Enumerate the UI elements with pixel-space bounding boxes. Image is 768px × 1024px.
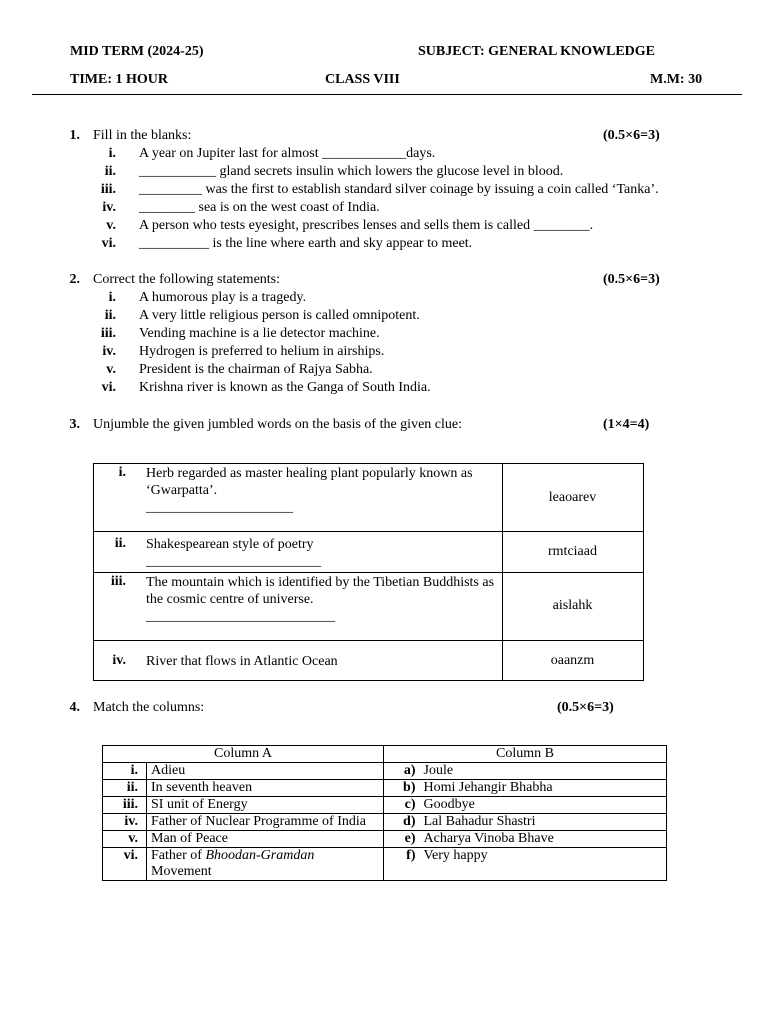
column-a-item: SI unit of Energy — [147, 797, 384, 814]
class-label: CLASS VIII — [325, 72, 400, 87]
question-title: Match the columns: — [93, 700, 205, 715]
option-letter: e) — [384, 831, 420, 848]
column-b-header: Column B — [384, 746, 667, 763]
header-divider — [32, 94, 742, 95]
item-text: A person who tests eyesight, prescribes lenses and sells them is called ________. — [139, 218, 594, 233]
item-number: i. — [108, 146, 116, 161]
item-text: Vending machine is a lie detector machine. — [139, 326, 380, 341]
table-row — [94, 573, 643, 641]
table-row — [103, 797, 667, 814]
column-b-item: Lal Bahadur Shastri — [420, 814, 667, 831]
column-b-item: Joule — [420, 763, 667, 780]
column-b-item: Homi Jehangir Bhabha — [420, 780, 667, 797]
max-marks: M.M: 30 — [650, 72, 703, 87]
column-a-item-prefix: Father of — [151, 848, 206, 863]
item-text: A very little religious person is called omnipotent. — [139, 308, 420, 323]
question-number: 3. — [69, 417, 80, 432]
column-a-header: Column A — [103, 746, 384, 763]
exam-title: MID TERM (2024-25) — [70, 44, 204, 59]
option-letter: d) — [384, 814, 420, 831]
clue-text — [146, 465, 496, 516]
item-number: v. — [106, 362, 116, 377]
column-a-item: Father of Nuclear Programme of India — [147, 814, 384, 831]
option-letter: f) — [384, 848, 420, 881]
answer-blank: ___________________________ — [146, 609, 335, 624]
option-letter: b) — [384, 780, 420, 797]
item-number: i. — [108, 290, 116, 305]
match-table — [102, 745, 667, 881]
column-b-item: Goodbye — [420, 797, 667, 814]
item-number: ii. — [104, 308, 116, 323]
question-title: Unjumble the given jumbled words on the basis of the given clue: — [93, 417, 462, 432]
item-text: ___________ gland secrets insulin which lowers the glucose level in blood. — [139, 164, 564, 179]
clue-text — [146, 574, 496, 625]
row-number: iv. — [103, 814, 147, 831]
row-number: vi. — [103, 848, 147, 881]
column-a-item: Man of Peace — [147, 831, 384, 848]
item-text: _________ was the first to establish standard silver coinage by issuing a coin called ‘Tanka’. — [139, 182, 659, 197]
column-a-item: Adieu — [147, 763, 384, 780]
table-row — [103, 848, 667, 881]
column-a-item-emphasis: Bhoodan-Gramdan — [205, 848, 315, 863]
answer-blank: _________________________ — [146, 554, 321, 569]
table-row — [94, 641, 643, 681]
row-number: ii. — [103, 780, 147, 797]
question-number: 4. — [69, 700, 80, 715]
clue-statement: The mountain which is identified by the Tibetian Buddhists as the cosmic centre of universe. — [146, 575, 495, 607]
item-number: iii. — [100, 326, 116, 341]
table-row — [103, 780, 667, 797]
row-number: i. — [103, 763, 147, 780]
column-a-item — [147, 848, 384, 881]
clue-text — [146, 536, 496, 570]
item-number: iii. — [100, 182, 116, 197]
clue-statement: Shakespearean style of poetry — [146, 537, 314, 552]
question-number: 1. — [69, 128, 80, 143]
question-marks: (0.5×6=3) — [557, 700, 614, 715]
table-header-row — [103, 746, 667, 763]
item-text: Krishna river is known as the Ganga of South India. — [139, 380, 431, 395]
unjumble-table — [93, 463, 644, 681]
clue-statement: Herb regarded as master healing plant popularly known as ‘Gwarpatta’. — [146, 466, 473, 498]
item-text: A year on Jupiter last for almost ____________days. — [139, 146, 436, 161]
item-number: v. — [106, 218, 116, 233]
row-number: i. — [118, 465, 126, 480]
option-letter: a) — [384, 763, 420, 780]
row-number: v. — [103, 831, 147, 848]
question-title: Correct the following statements: — [93, 272, 281, 287]
table-row — [94, 532, 643, 573]
item-text: President is the chairman of Rajya Sabha. — [139, 362, 373, 377]
question-marks: (0.5×6=3) — [603, 272, 660, 287]
item-number: vi. — [101, 380, 116, 395]
clue-text — [146, 653, 496, 670]
column-b-item: Very happy — [420, 848, 667, 881]
column-b-item: Acharya Vinoba Bhave — [420, 831, 667, 848]
question-marks: (1×4=4) — [603, 417, 650, 432]
row-number: iii. — [103, 797, 147, 814]
jumbled-word: rmtciaad — [548, 544, 597, 559]
table-row — [94, 464, 643, 532]
column-a-item-suffix: Movement — [151, 864, 212, 879]
clue-statement: River that flows in Atlantic Ocean — [146, 654, 338, 669]
row-number: iii. — [110, 574, 126, 589]
item-text: Hydrogen is preferred to helium in airships. — [139, 344, 385, 359]
table-row — [103, 814, 667, 831]
item-text: ________ sea is on the west coast of India. — [139, 200, 380, 215]
answer-blank: _____________________ — [146, 500, 293, 515]
item-number: iv. — [102, 344, 116, 359]
column-a-item: In seventh heaven — [147, 780, 384, 797]
question-title: Fill in the blanks: — [93, 128, 192, 143]
jumbled-word: leaoarev — [548, 490, 597, 505]
row-number: ii. — [114, 536, 126, 551]
option-letter: c) — [384, 797, 420, 814]
table-row — [103, 763, 667, 780]
jumbled-word: oaanzm — [550, 653, 595, 668]
question-marks: (0.5×6=3) — [603, 128, 660, 143]
item-text: A humorous play is a tragedy. — [139, 290, 307, 305]
subject-title: SUBJECT: GENERAL KNOWLEDGE — [418, 44, 656, 59]
jumbled-word: aislahk — [552, 598, 593, 613]
item-number: vi. — [101, 236, 116, 251]
exam-time: TIME: 1 HOUR — [70, 72, 168, 87]
row-number: iv. — [112, 653, 126, 668]
item-text: __________ is the line where earth and sky appear to meet. — [139, 236, 473, 251]
question-number: 2. — [69, 272, 80, 287]
item-number: iv. — [102, 200, 116, 215]
table-row — [103, 831, 667, 848]
item-number: ii. — [104, 164, 116, 179]
